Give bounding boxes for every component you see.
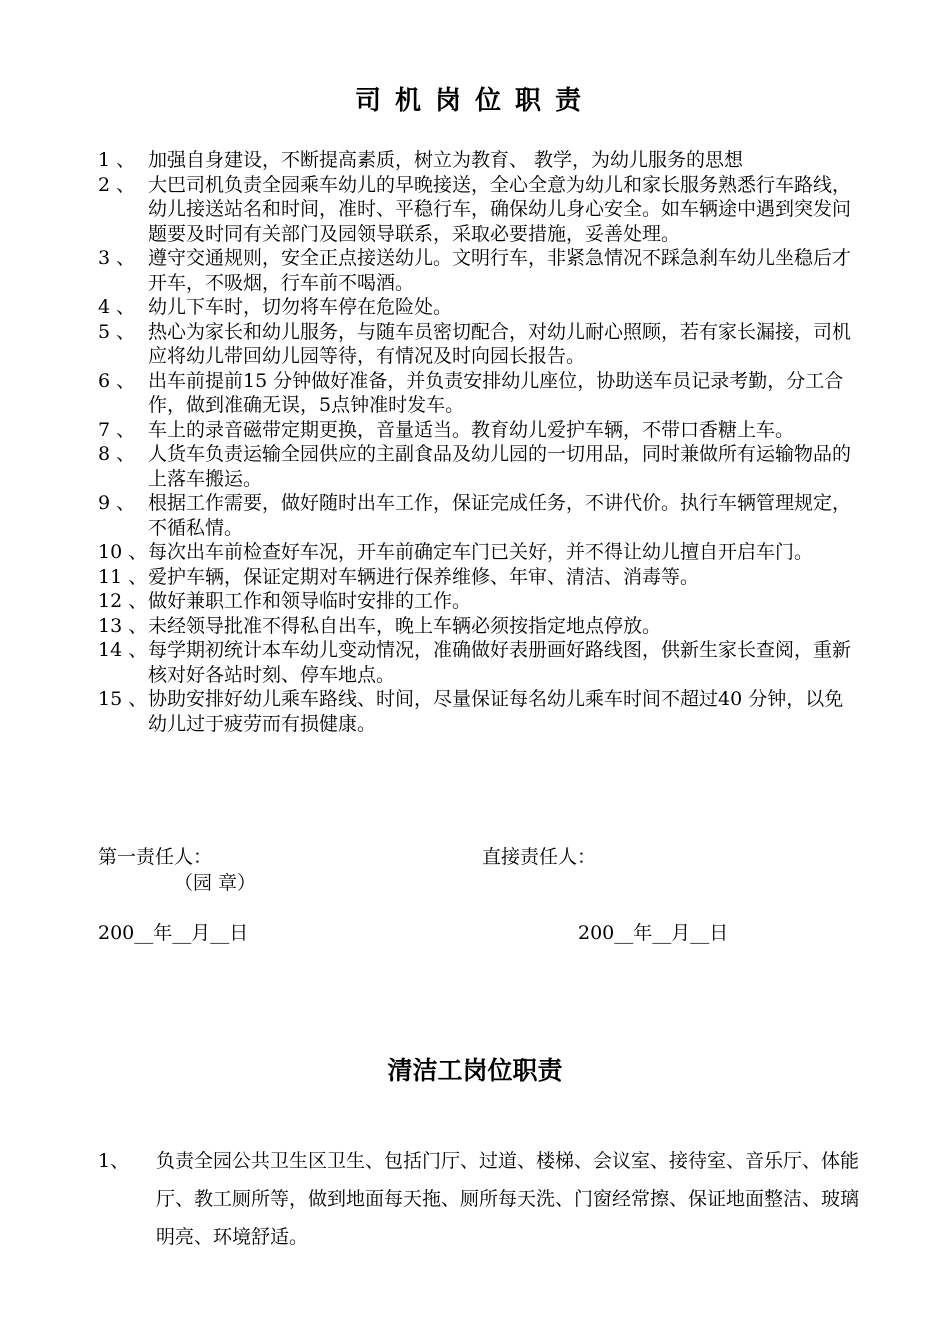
list-item xyxy=(98,687,860,736)
list-item xyxy=(98,369,860,418)
item-text: 幼儿下车时，切勿将车停在危险处。 xyxy=(148,296,453,318)
item-text: 遵守交通规则，安全正点接送幼儿。文明行车，非紧急情况不踩急刹车幼儿坐稳后才开车，不吸烟，行车前不喝酒。 xyxy=(148,247,852,294)
driver-duties-title: 司机岗位职责 xyxy=(354,86,595,116)
list-item xyxy=(98,418,860,443)
item-text: 未经领导批准不得私自出车，晚上车辆必须按指定地点停放。 xyxy=(148,614,662,637)
date-right: 200__年__月__日 xyxy=(578,922,729,944)
item-text: 车上的录音磁带定期更换，音量适当。教育幼儿爱护车辆，不带口香糖上车。 xyxy=(148,418,795,441)
item-text: 每学期初统计本车幼儿变动情况，准确做好表册画好路线图，供新生家长查阅，重新核对好各站时刻、停车地点。 xyxy=(148,639,852,686)
list-item xyxy=(98,1142,860,1256)
item-number: 6 、 xyxy=(98,369,136,392)
item-text: 每次出车前检查好车况，开车前确定车门已关好，并不得让幼儿擅自开启车门。 xyxy=(148,541,814,563)
driver-duties-list xyxy=(98,148,860,736)
item-number: 11 、 xyxy=(98,565,148,588)
item-number: 8 、 xyxy=(98,443,136,465)
item-text: 大巴司机负责全园乘车幼儿的早晚接送，全心全意为幼儿和家长服务熟悉行车路线，幼儿接送站名和时间，准时、平稳行车，确保幼儿身心安全。如车辆途中遇到突发问题要及时同有关部门及园领导联系，采取必要措施，妥善处理。 xyxy=(148,173,852,245)
item-number: 10 、 xyxy=(98,541,148,563)
item-number: 5 、 xyxy=(98,320,136,343)
item-number: 12 、 xyxy=(98,590,148,612)
list-item xyxy=(98,246,860,295)
list-item xyxy=(98,442,860,491)
item-text: 协助安排好幼儿乘车路线、时间，尽量保证每名幼儿乘车时间不超过40 分钟，以免幼儿过于疲劳而有损健康。 xyxy=(148,688,844,735)
item-number: 9 、 xyxy=(98,492,136,514)
item-number: 3 、 xyxy=(98,247,136,269)
cleaner-duties-title: 清洁工岗位职责 xyxy=(387,1056,563,1085)
item-number: 4 、 xyxy=(98,296,136,318)
item-text: 爱护车辆，保证定期对车辆进行保养维修、年审、清洁、消毒等。 xyxy=(148,565,700,588)
item-text: 热心为家长和幼儿服务，与随车员密切配合，对幼儿耐心照顾，若有家长漏接，司机应将幼儿带回幼儿园等待，有情况及时向园长报告。 xyxy=(148,320,852,367)
list-item xyxy=(98,540,860,565)
list-item xyxy=(98,565,860,590)
item-text: 出车前提前15 分钟做好准备，并负责安排幼儿座位，协助送车员记录考勤，分工合作，做到准确无误，5点钟准时发车。 xyxy=(148,369,844,416)
direct-responsible-label: 直接责任人： xyxy=(482,846,597,868)
list-item xyxy=(98,614,860,639)
item-number: 15 、 xyxy=(98,688,148,710)
cleaner-duties-list xyxy=(98,1142,860,1256)
item-text: 做好兼职工作和领导临时安排的工作。 xyxy=(148,590,472,612)
item-number: 7 、 xyxy=(98,418,136,441)
list-item xyxy=(98,148,860,173)
list-item xyxy=(98,173,860,247)
list-item xyxy=(98,295,860,320)
item-text: 加强自身建设，不断提高素质，树立为教育、 教学，为幼儿服务的思想 xyxy=(148,149,744,171)
item-text: 根据工作需要，做好随时出车工作，保证完成任务，不讲代价。执行车辆管理规定，不循私情。 xyxy=(148,492,852,539)
item-number: 1、 xyxy=(98,1150,130,1172)
item-number: 13 、 xyxy=(98,614,148,637)
item-text: 负责全园公共卫生区卫生、包括门厅、过道、楼梯、会议室、接待室、音乐厅、体能厅、教工厕所等，做到地面每天拖、厕所每天洗、门窗经常擦、保证地面整洁、玻璃明亮、环境舒适。 xyxy=(156,1150,860,1248)
item-text: 人货车负责运输全园供应的主副食品及幼儿园的一切用品，同时兼做所有运输物品的上落车搬运。 xyxy=(148,443,852,490)
seal-label: （园 章） xyxy=(174,872,257,894)
item-number: 14 、 xyxy=(98,639,148,661)
item-number: 1 、 xyxy=(98,149,136,171)
list-item xyxy=(98,320,860,369)
list-item xyxy=(98,589,860,614)
list-item xyxy=(98,491,860,540)
first-responsible-label: 第一责任人： xyxy=(98,846,213,868)
date-left: 200__年__月__日 xyxy=(98,922,249,944)
item-number: 2 、 xyxy=(98,173,136,196)
list-item xyxy=(98,638,860,687)
